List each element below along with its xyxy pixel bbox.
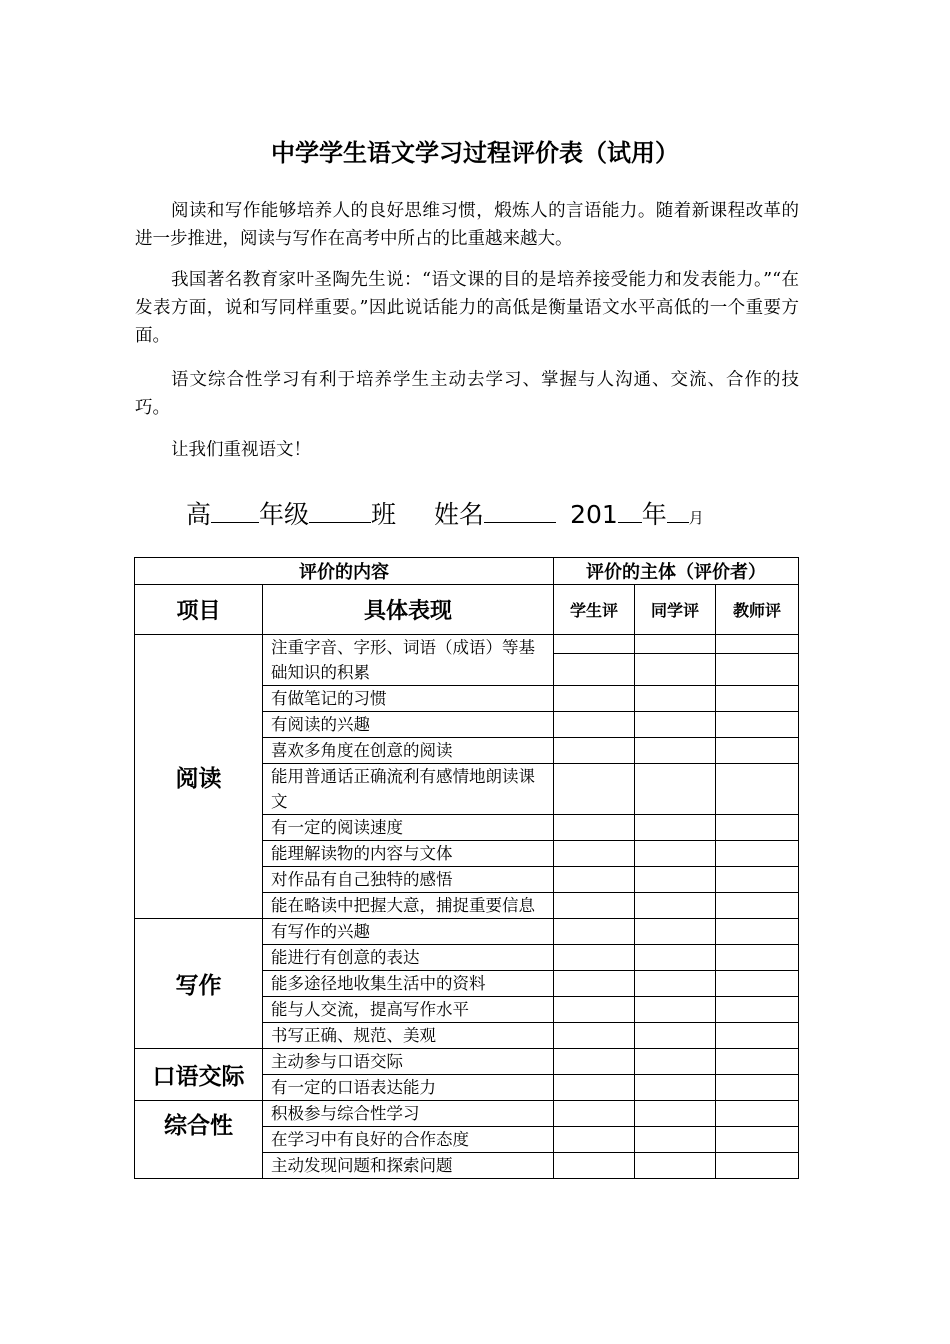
score-cell[interactable] — [635, 1153, 716, 1179]
col-peer: 同学评 — [635, 585, 716, 635]
score-cell[interactable] — [554, 1075, 635, 1101]
score-cell[interactable] — [635, 1049, 716, 1075]
score-cell[interactable] — [635, 686, 716, 712]
score-cell[interactable] — [554, 841, 635, 867]
score-cell[interactable] — [554, 712, 635, 738]
score-cell[interactable] — [635, 815, 716, 841]
item-row: 能与人交流，提高写作水平 — [263, 997, 554, 1023]
score-cell[interactable] — [635, 738, 716, 764]
score-cell[interactable] — [716, 919, 799, 945]
col-teacher: 教师评 — [716, 585, 799, 635]
score-cell[interactable] — [635, 867, 716, 893]
item-row: 对作品有自己独特的感悟 — [263, 867, 554, 893]
score-cell[interactable] — [554, 893, 635, 919]
category-oral: 口语交际 — [135, 1049, 263, 1101]
score-cell[interactable] — [716, 971, 799, 997]
score-cell[interactable] — [716, 712, 799, 738]
score-cell[interactable] — [554, 919, 635, 945]
score-cell[interactable] — [716, 815, 799, 841]
score-cell[interactable] — [716, 1049, 799, 1075]
class-blank[interactable] — [309, 500, 371, 523]
score-cell[interactable] — [635, 1127, 716, 1153]
score-cell[interactable] — [635, 945, 716, 971]
intro-paragraph-1: 阅读和写作能够培养人的良好思维习惯，煅炼人的言语能力。随着新课程改革的进一步推进，阅读与写作在高考中所占的比重越来越大。 — [135, 201, 799, 249]
score-cell[interactable] — [716, 1101, 799, 1127]
item-row: 能在略读中把握大意，捕捉重要信息 — [263, 893, 554, 919]
item-row: 主动发现问题和探索问题 — [263, 1153, 554, 1179]
score-cell[interactable] — [635, 1075, 716, 1101]
score-cell[interactable] — [554, 738, 635, 764]
score-cell[interactable] — [716, 945, 799, 971]
score-cell[interactable] — [554, 654, 635, 686]
grade-label: 年级 — [259, 500, 310, 529]
score-cell[interactable] — [554, 945, 635, 971]
item-row: 能用普通话正确流利有感情地朗读课文 — [263, 764, 554, 815]
year-prefix: 201 — [570, 500, 618, 529]
col-project: 项目 — [135, 585, 263, 635]
item-row: 有一定的口语表达能力 — [263, 1075, 554, 1101]
score-cell[interactable] — [716, 1153, 799, 1179]
score-cell[interactable] — [554, 635, 635, 654]
header-subject: 评价的主体（评价者） — [554, 558, 799, 585]
score-cell[interactable] — [554, 1049, 635, 1075]
score-cell[interactable] — [716, 997, 799, 1023]
score-cell[interactable] — [716, 841, 799, 867]
year-blank[interactable] — [618, 500, 642, 523]
score-cell[interactable] — [635, 997, 716, 1023]
score-cell[interactable] — [716, 1127, 799, 1153]
score-cell[interactable] — [554, 686, 635, 712]
intro-paragraph-3: 语文综合性学习有利于培养学生主动去学习、掌握与人沟通、交流、合作的技巧。 — [135, 370, 799, 418]
item-row: 喜欢多角度在创意的阅读 — [263, 738, 554, 764]
item-row: 有一定的阅读速度 — [263, 815, 554, 841]
item-row: 有写作的兴趣 — [263, 919, 554, 945]
score-cell[interactable] — [635, 1101, 716, 1127]
class-label: 班 — [371, 500, 397, 529]
score-cell[interactable] — [554, 1127, 635, 1153]
item-row: 有做笔记的习惯 — [263, 686, 554, 712]
month-label: 月 — [688, 509, 704, 527]
item-row: 能进行有创意的表达 — [263, 945, 554, 971]
score-cell[interactable] — [716, 1023, 799, 1049]
item-row: 主动参与口语交际 — [263, 1049, 554, 1075]
item-row: 在学习中有良好的合作态度 — [263, 1127, 554, 1153]
col-student: 学生评 — [554, 585, 635, 635]
item-row: 能理解读物的内容与文体 — [263, 841, 554, 867]
evaluation-table — [134, 557, 799, 1179]
score-cell[interactable] — [716, 1075, 799, 1101]
score-cell[interactable] — [716, 764, 799, 815]
month-blank[interactable] — [667, 500, 689, 523]
score-cell[interactable] — [554, 867, 635, 893]
score-cell[interactable] — [716, 738, 799, 764]
score-cell[interactable] — [635, 893, 716, 919]
name-blank[interactable] — [484, 500, 556, 523]
score-cell[interactable] — [635, 764, 716, 815]
intro-paragraph-2: 我国著名教育家叶圣陶先生说：“语文课的目的是培养接受能力和发表能力。”“在发表方面，说和写同样重要。”因此说话能力的高低是衡量语文水平高低的一个重要方面。 — [135, 270, 799, 346]
score-cell[interactable] — [716, 686, 799, 712]
score-cell[interactable] — [554, 1023, 635, 1049]
item-row: 注重字音、字形、词语（成语）等基础知识的积累 — [263, 635, 554, 686]
item-row: 能多途径地收集生活中的资料 — [263, 971, 554, 997]
col-detail: 具体表现 — [263, 585, 554, 635]
score-cell[interactable] — [635, 654, 716, 686]
score-cell[interactable] — [635, 712, 716, 738]
item-row: 积极参与综合性学习 — [263, 1101, 554, 1127]
category-comprehensive: 综合性 — [135, 1101, 263, 1179]
score-cell[interactable] — [554, 997, 635, 1023]
score-cell[interactable] — [635, 1023, 716, 1049]
score-cell[interactable] — [716, 867, 799, 893]
score-cell[interactable] — [716, 893, 799, 919]
score-cell[interactable] — [716, 635, 799, 654]
year-label: 年 — [641, 500, 667, 529]
page-title: 中学学生语文学习过程评价表（试用） — [271, 139, 679, 167]
score-cell[interactable] — [635, 841, 716, 867]
score-cell[interactable] — [554, 1153, 635, 1179]
intro-paragraph-4: 让我们重视语文！ — [171, 440, 311, 460]
score-cell[interactable] — [635, 635, 716, 654]
category-writing: 写作 — [135, 919, 263, 1049]
score-cell[interactable] — [716, 654, 799, 686]
header-content: 评价的内容 — [135, 558, 554, 585]
score-cell[interactable] — [635, 971, 716, 997]
score-cell[interactable] — [554, 971, 635, 997]
score-cell[interactable] — [554, 815, 635, 841]
category-reading: 阅读 — [135, 635, 263, 919]
score-cell[interactable] — [635, 919, 716, 945]
grade-blank[interactable] — [211, 500, 259, 523]
score-cell[interactable] — [554, 764, 635, 815]
score-cell[interactable] — [554, 1101, 635, 1127]
item-row: 书写正确、规范、美观 — [263, 1023, 554, 1049]
grade-prefix: 高 — [186, 500, 212, 529]
item-row: 有阅读的兴趣 — [263, 712, 554, 738]
student-info-line — [186, 495, 704, 531]
name-label: 姓名 — [434, 500, 485, 529]
